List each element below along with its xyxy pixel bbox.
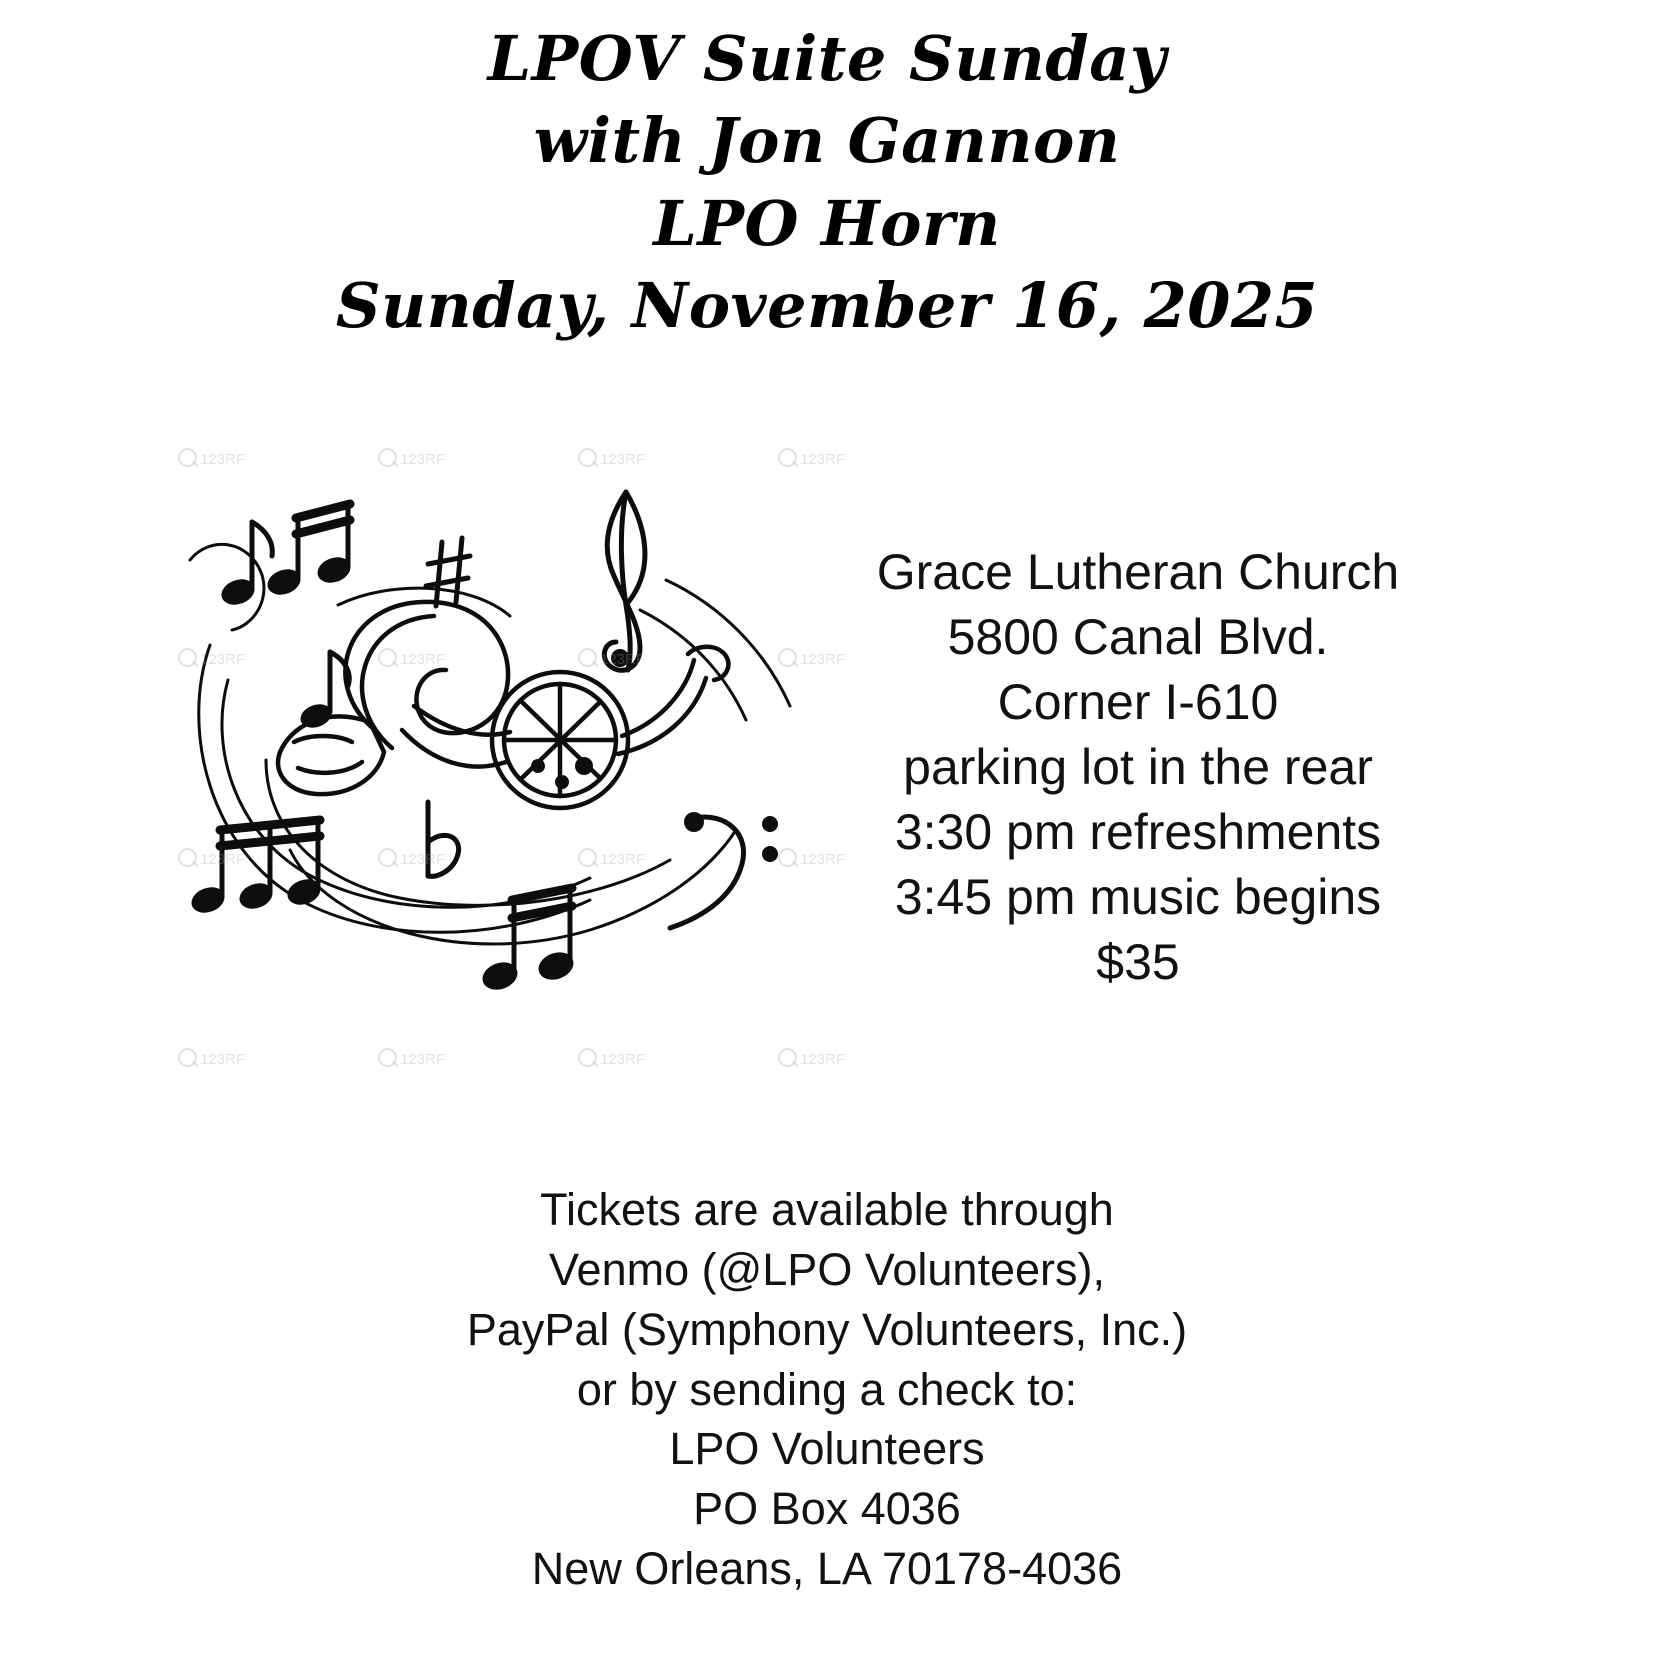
title-line-4: Sunday, November 16, 2025 (335, 269, 1319, 343)
bass-clef-icon (670, 812, 778, 928)
watermark-label: 123RF (800, 651, 846, 668)
watermark-label: 123RF (600, 1051, 646, 1068)
watermark-label: 123RF (200, 851, 246, 868)
watermark-label: 123RF (800, 851, 846, 868)
price-line: $35 (1096, 934, 1180, 990)
venue-line-5: 3:30 pm refreshments (894, 804, 1382, 860)
venue-line-2: 5800 Canal Blvd. (947, 609, 1329, 665)
beamed-notes-icon-1 (264, 504, 354, 599)
watermark-label: 123RF (600, 851, 646, 868)
venue-line-6: 3:45 pm music begins (894, 869, 1382, 925)
watermark-label: 123RF (200, 651, 246, 668)
watermark-label: 123RF (200, 1051, 246, 1068)
ticket-info-block (0, 1180, 1654, 1599)
french-horn-illustration (170, 430, 830, 1050)
watermark-label: 123RF (400, 1051, 446, 1068)
venue-line-3: Corner I-610 (997, 674, 1279, 730)
title-line-2: with Jon Gannon (533, 104, 1121, 178)
watermark-label: 123RF (800, 451, 846, 468)
watermark-label: 123RF (800, 1051, 846, 1068)
eighth-note-icon-2 (297, 652, 349, 732)
treble-clef-icon (604, 492, 645, 670)
flat-sign-icon (428, 802, 459, 876)
ticket-line-paypal: PayPal (Symphony Volunteers, Inc.) (466, 1303, 1188, 1355)
ticket-line-check: or by sending a check to: (576, 1363, 1078, 1415)
ticket-line-city: New Orleans, LA 70178-4036 (531, 1543, 1123, 1595)
venue-line-4: parking lot in the rear (903, 739, 1373, 795)
venue-details-block (818, 540, 1458, 995)
watermark-label: 123RF (400, 651, 446, 668)
title-line-3: LPO Horn (653, 186, 1001, 260)
watermark-label: 123RF (400, 851, 446, 868)
flyer-title-block (0, 18, 1654, 348)
ticket-line-1: Tickets are available through (540, 1184, 1114, 1235)
watermark-label: 123RF (400, 451, 446, 468)
french-horn-shape (278, 602, 728, 808)
watermark-label: 123RF (200, 451, 246, 468)
sharp-sign-icon (426, 538, 470, 606)
watermark-label: 123RF (600, 651, 646, 668)
ticket-line-venmo: Venmo (@LPO Volunteers), (549, 1243, 1105, 1295)
title-line-1: LPOV Suite Sunday (487, 22, 1167, 95)
beamed-notes-icon-2 (188, 820, 324, 917)
venue-line-1: Grace Lutheran Church (876, 544, 1400, 600)
ticket-line-payee: LPO Volunteers (669, 1423, 985, 1475)
ticket-line-pobox: PO Box 4036 (693, 1483, 961, 1535)
watermark-label: 123RF (600, 451, 646, 468)
